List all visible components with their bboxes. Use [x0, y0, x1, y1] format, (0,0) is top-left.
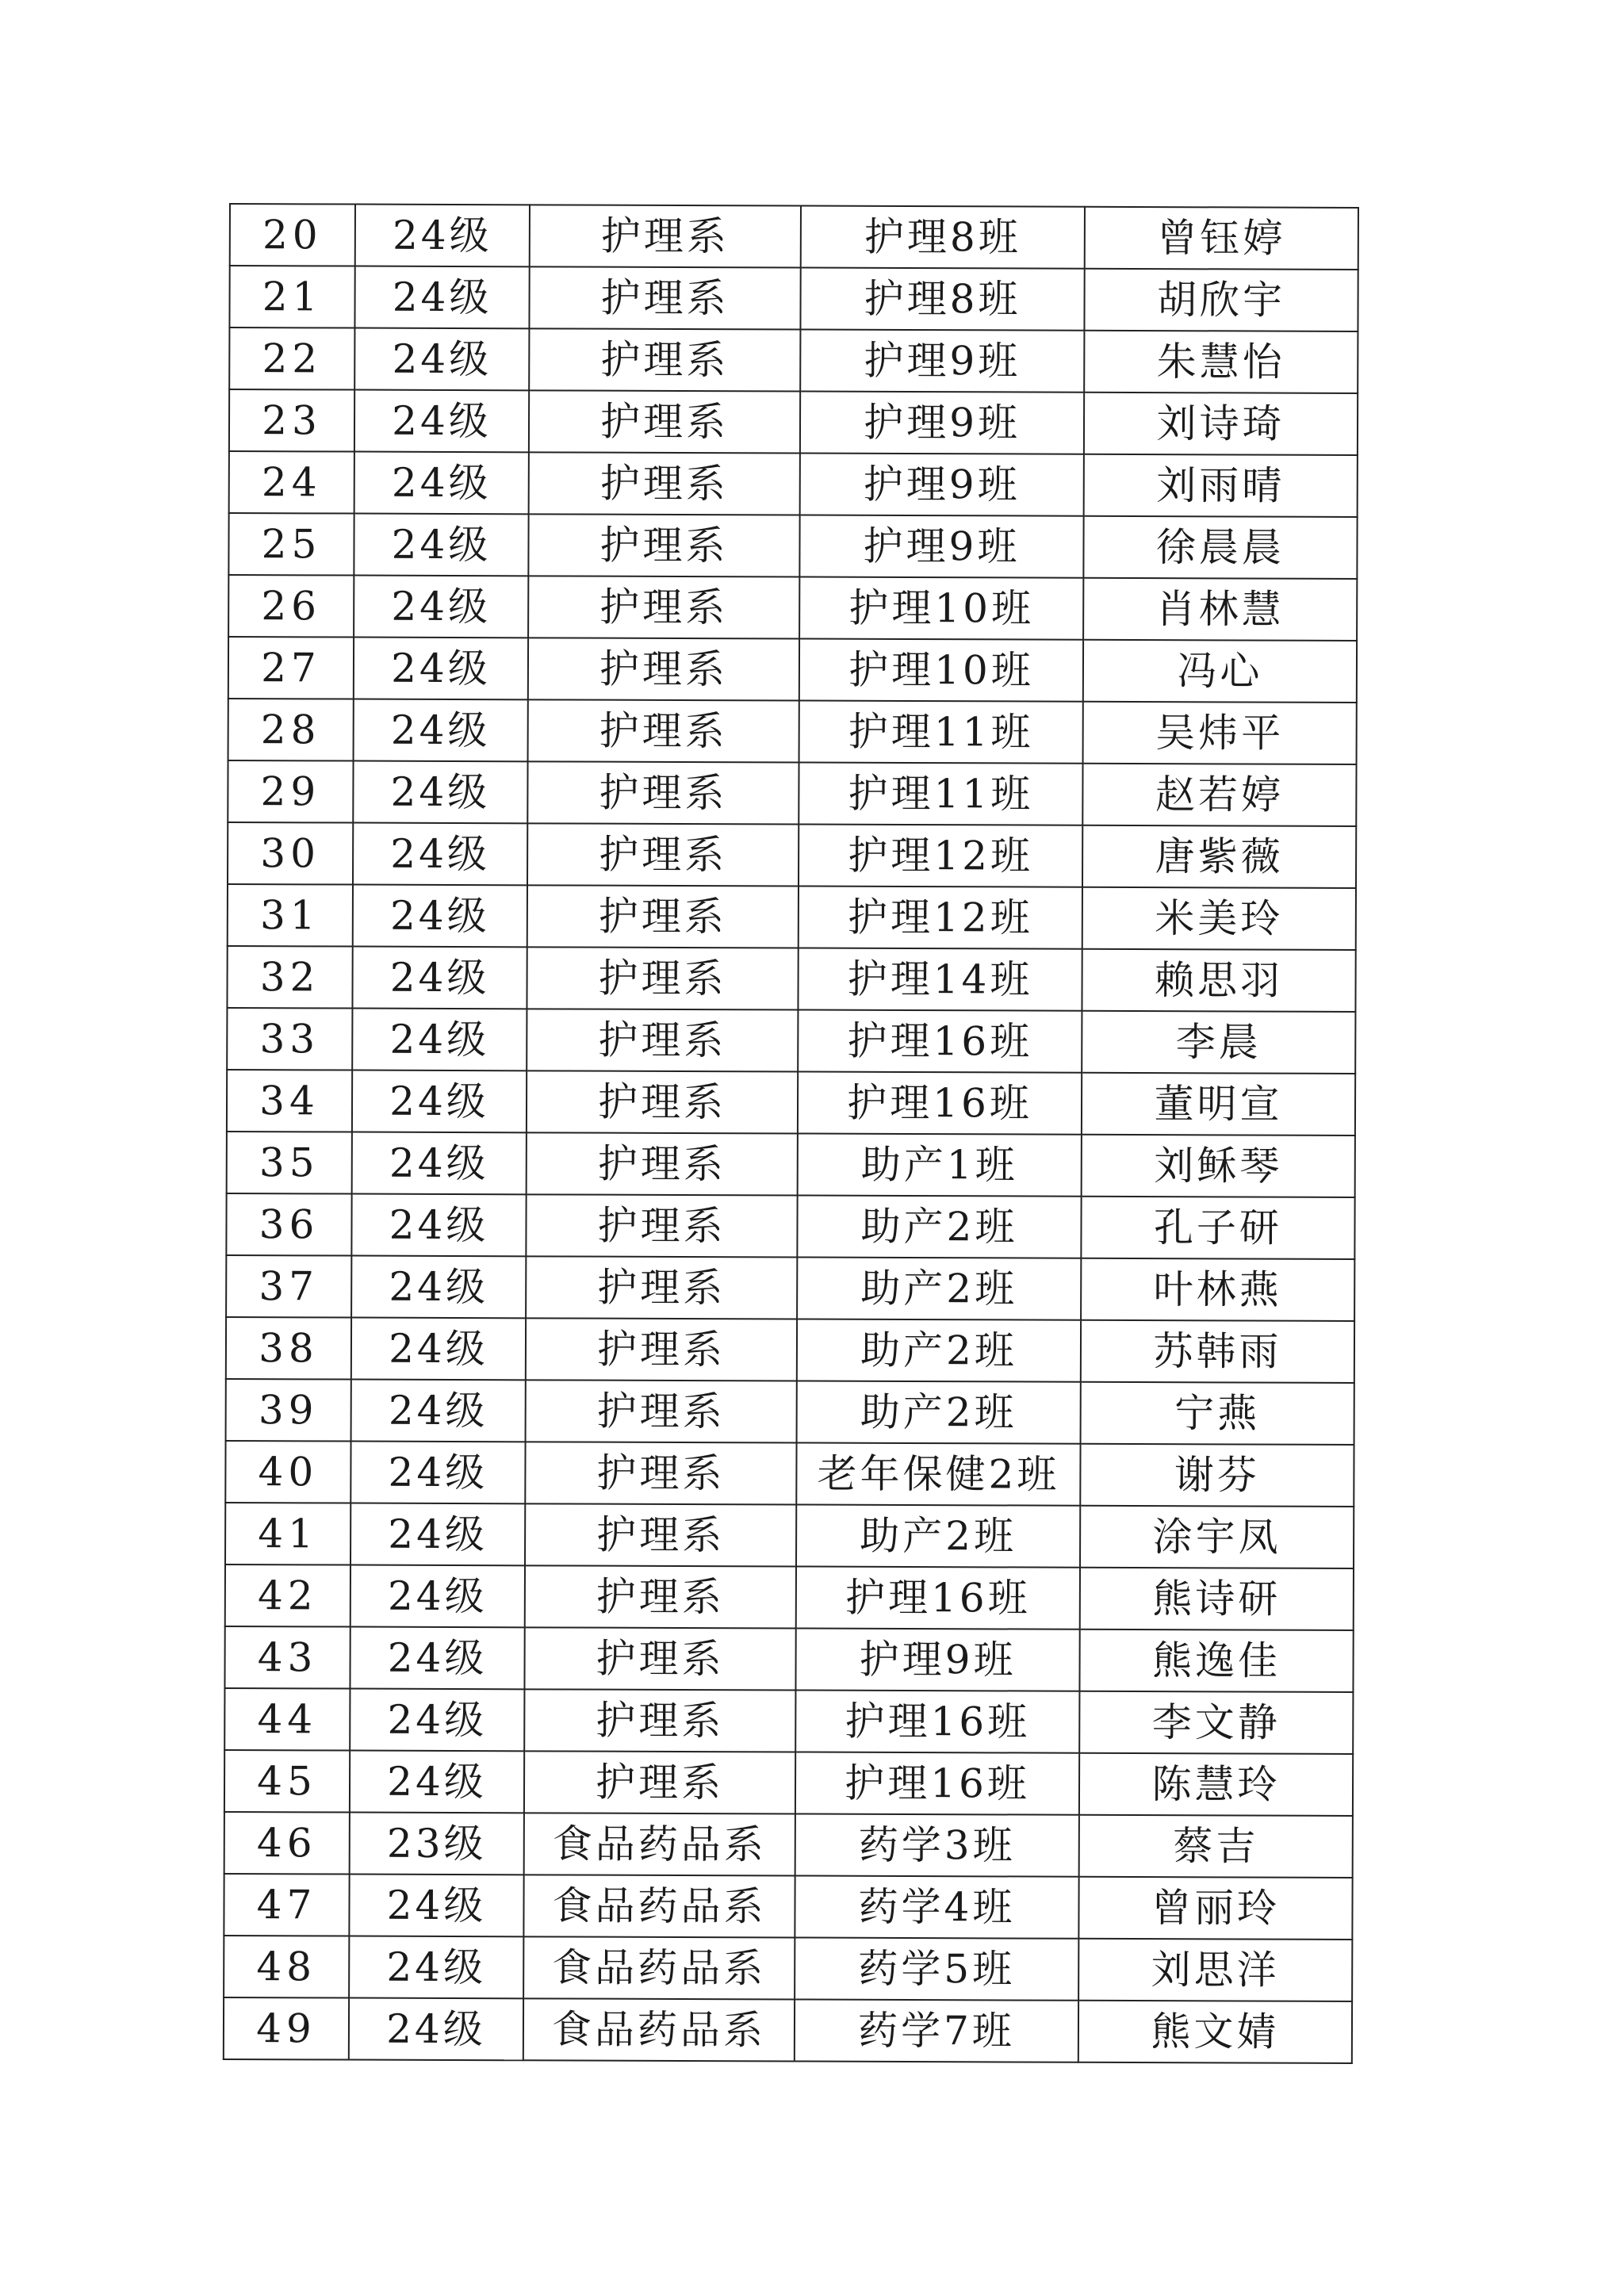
student-name-cell: 宁燕 [1081, 1382, 1354, 1445]
class-cell: 护理8班 [801, 206, 1085, 269]
grade-cell: 24级 [354, 390, 529, 453]
table-row [230, 204, 1358, 270]
department-cell: 护理系 [524, 1689, 795, 1752]
row-number-cell: 49 [224, 1997, 349, 2060]
table-row [229, 389, 1358, 455]
class-cell: 护理9班 [795, 1629, 1079, 1691]
table-row [229, 327, 1358, 393]
student-name-cell: 蔡吉 [1079, 1815, 1353, 1878]
row-number-cell: 28 [228, 699, 354, 761]
grade-cell: 24级 [351, 1256, 526, 1319]
department-cell: 护理系 [527, 947, 798, 1009]
class-cell: 护理9班 [799, 515, 1083, 578]
student-name-cell: 徐晨晨 [1083, 516, 1357, 579]
row-number-cell: 39 [226, 1379, 351, 1442]
grade-cell: 24级 [352, 1070, 527, 1133]
department-cell: 护理系 [529, 328, 800, 391]
department-cell: 护理系 [528, 576, 799, 638]
grade-cell: 24级 [351, 1380, 526, 1442]
student-name-cell: 苏韩雨 [1081, 1320, 1354, 1383]
student-name-cell: 吴炜平 [1083, 702, 1357, 764]
grade-cell: 24级 [349, 1936, 523, 1999]
table-row [227, 1008, 1355, 1074]
row-number-cell: 34 [227, 1070, 352, 1132]
table-row [224, 1750, 1353, 1816]
department-cell: 护理系 [524, 1751, 795, 1813]
table-row [228, 637, 1357, 703]
grade-cell: 24级 [350, 1565, 525, 1628]
table-row [227, 1070, 1355, 1136]
grade-cell: 24级 [354, 266, 529, 329]
class-cell: 助产2班 [797, 1196, 1081, 1258]
student-name-cell: 曾丽玲 [1078, 1877, 1352, 1940]
class-cell: 助产2班 [797, 1258, 1081, 1320]
student-name-cell: 赵若婷 [1082, 764, 1356, 826]
row-number-cell: 47 [224, 1874, 349, 1936]
student-name-cell: 熊文婧 [1078, 2001, 1352, 2063]
student-name-cell: 刘诗琦 [1084, 393, 1358, 455]
department-cell: 护理系 [529, 266, 800, 329]
student-name-cell: 冯心 [1083, 640, 1357, 703]
row-number-cell: 43 [224, 1626, 350, 1689]
class-cell: 药学7班 [795, 2000, 1078, 2062]
row-number-cell: 45 [224, 1750, 350, 1813]
table-row [225, 1441, 1354, 1507]
table-row [224, 1874, 1352, 1940]
student-name-cell: 叶林燕 [1081, 1258, 1354, 1321]
department-cell: 护理系 [528, 638, 799, 700]
student-name-cell: 李文静 [1079, 1691, 1353, 1754]
department-cell: 护理系 [530, 205, 801, 267]
grade-cell: 24级 [349, 1998, 523, 2061]
row-number-cell: 44 [224, 1688, 350, 1751]
table-row [224, 1688, 1353, 1754]
student-name-cell: 曾钰婷 [1085, 207, 1358, 270]
department-cell: 护理系 [526, 1194, 797, 1257]
grade-cell: 24级 [354, 638, 528, 700]
student-name-cell: 胡欣宇 [1084, 269, 1358, 331]
class-cell: 助产2班 [797, 1381, 1081, 1444]
row-number-cell: 20 [230, 204, 355, 266]
grade-cell: 24级 [350, 1503, 525, 1566]
table-row [228, 575, 1357, 641]
roster-table [223, 203, 1359, 2064]
student-name-cell: 孔子研 [1081, 1197, 1354, 1259]
table-row [225, 1564, 1354, 1630]
student-name-cell: 谢芬 [1080, 1444, 1354, 1507]
row-number-cell: 41 [225, 1503, 350, 1565]
class-cell: 护理12班 [799, 825, 1082, 887]
grade-cell: 24级 [350, 1627, 524, 1690]
grade-cell: 24级 [350, 1751, 524, 1813]
class-cell: 助产1班 [798, 1134, 1082, 1197]
department-cell: 护理系 [525, 1503, 796, 1566]
row-number-cell: 33 [227, 1008, 352, 1070]
grade-cell: 24级 [354, 514, 528, 576]
department-cell: 护理系 [527, 1009, 798, 1071]
class-cell: 药学4班 [795, 1876, 1078, 1939]
class-cell: 护理11班 [799, 763, 1082, 825]
department-cell: 护理系 [525, 1565, 796, 1628]
class-cell: 老年保健2班 [796, 1443, 1080, 1506]
table-row [227, 1132, 1355, 1197]
department-cell: 护理系 [524, 1627, 795, 1690]
class-cell: 助产2班 [797, 1319, 1081, 1382]
grade-cell: 24级 [352, 1132, 527, 1195]
class-cell: 助产2班 [796, 1505, 1080, 1568]
department-cell: 护理系 [529, 390, 800, 453]
class-cell: 护理16班 [798, 1010, 1082, 1073]
grade-cell: 24级 [352, 947, 527, 1009]
student-name-cell: 赖思羽 [1082, 949, 1355, 1012]
class-cell: 护理16班 [795, 1691, 1079, 1753]
row-number-cell: 35 [227, 1132, 352, 1194]
row-number-cell: 40 [225, 1441, 350, 1503]
department-cell: 护理系 [526, 1380, 797, 1442]
row-number-cell: 24 [229, 451, 354, 514]
student-name-cell: 熊诗研 [1080, 1568, 1354, 1630]
grade-cell: 24级 [355, 205, 530, 267]
student-name-cell: 唐紫薇 [1082, 825, 1356, 888]
grade-cell: 23级 [350, 1813, 524, 1875]
student-name-cell: 朱慧怡 [1084, 331, 1358, 393]
row-number-cell: 26 [228, 575, 354, 638]
grade-cell: 24级 [349, 1875, 523, 1937]
class-cell: 护理8班 [800, 268, 1084, 331]
row-number-cell: 37 [226, 1255, 351, 1318]
student-name-cell: 涂宇凤 [1080, 1506, 1354, 1568]
class-cell: 护理9班 [800, 454, 1084, 516]
student-name-cell: 刘思洋 [1078, 1939, 1352, 2001]
table-row [225, 1503, 1354, 1568]
student-name-cell: 陈慧玲 [1079, 1753, 1353, 1816]
grade-cell: 24级 [350, 1442, 525, 1504]
row-number-cell: 46 [224, 1812, 350, 1875]
table-row [226, 1317, 1354, 1383]
student-name-cell: 米美玲 [1082, 887, 1356, 950]
department-cell: 食品药品系 [523, 1875, 795, 1937]
table-row [228, 699, 1357, 764]
department-cell: 护理系 [526, 1256, 797, 1319]
department-cell: 护理系 [527, 823, 799, 886]
class-cell: 护理16班 [796, 1567, 1080, 1630]
row-number-cell: 36 [226, 1193, 351, 1256]
class-cell: 护理16班 [795, 1752, 1079, 1815]
row-number-cell: 29 [228, 760, 353, 823]
class-cell: 护理16班 [798, 1072, 1082, 1135]
student-name-cell: 肖林慧 [1083, 578, 1357, 641]
table-row [229, 451, 1358, 517]
grade-cell: 24级 [350, 1689, 524, 1752]
class-cell: 护理9班 [800, 330, 1084, 393]
row-number-cell: 22 [229, 327, 354, 390]
department-cell: 护理系 [525, 1442, 796, 1504]
department-cell: 护理系 [526, 1318, 797, 1381]
class-cell: 护理11班 [799, 701, 1083, 764]
row-number-cell: 23 [229, 389, 354, 452]
student-name-cell: 董明宣 [1082, 1073, 1355, 1136]
department-cell: 护理系 [527, 885, 799, 948]
row-number-cell: 21 [229, 266, 354, 328]
table-row [228, 513, 1357, 579]
table-row [226, 1193, 1354, 1259]
table-row [226, 1255, 1354, 1321]
class-cell: 药学5班 [795, 1938, 1078, 2001]
class-cell: 护理12班 [799, 887, 1082, 949]
row-number-cell: 42 [225, 1564, 350, 1627]
row-number-cell: 48 [224, 1936, 349, 1998]
grade-cell: 24级 [354, 576, 528, 638]
grade-cell: 24级 [351, 1194, 526, 1257]
table-row [229, 266, 1358, 331]
department-cell: 护理系 [529, 452, 800, 515]
table-row [228, 822, 1356, 888]
row-number-cell: 32 [227, 946, 352, 1009]
department-cell: 护理系 [528, 699, 799, 762]
class-cell: 护理10班 [799, 577, 1083, 640]
grade-cell: 24级 [354, 452, 529, 515]
table-row [224, 1812, 1353, 1878]
table-row [224, 1936, 1352, 2001]
grade-cell: 24级 [353, 823, 527, 886]
table-row [226, 1379, 1354, 1445]
student-name-cell: 刘雨晴 [1084, 454, 1358, 517]
department-cell: 食品药品系 [523, 1998, 795, 2061]
grade-cell: 24级 [351, 1318, 526, 1381]
roster-table-body [224, 204, 1358, 2063]
student-name-cell: 刘稣琴 [1082, 1135, 1355, 1197]
table-row [224, 1626, 1353, 1692]
grade-cell: 24级 [354, 699, 528, 762]
grade-cell: 24级 [353, 761, 527, 824]
table-row [224, 1997, 1352, 2063]
department-cell: 护理系 [527, 761, 799, 824]
row-number-cell: 38 [226, 1317, 351, 1380]
row-number-cell: 25 [228, 513, 354, 576]
class-cell: 护理9班 [800, 392, 1084, 454]
department-cell: 护理系 [528, 514, 799, 576]
table-row [227, 946, 1355, 1012]
class-cell: 护理14班 [798, 948, 1082, 1011]
row-number-cell: 31 [228, 884, 353, 947]
department-cell: 护理系 [527, 1070, 798, 1133]
student-name-cell: 李晨 [1082, 1011, 1355, 1074]
department-cell: 食品药品系 [524, 1813, 795, 1875]
department-cell: 食品药品系 [523, 1936, 795, 1999]
grade-cell: 24级 [353, 885, 527, 948]
class-cell: 护理10班 [799, 639, 1083, 702]
grade-cell: 24级 [354, 328, 529, 391]
student-name-cell: 熊逸佳 [1079, 1630, 1353, 1692]
department-cell: 护理系 [527, 1132, 798, 1195]
row-number-cell: 27 [228, 637, 354, 699]
table-row [228, 884, 1356, 950]
row-number-cell: 30 [228, 822, 353, 885]
grade-cell: 24级 [352, 1009, 527, 1071]
table-row [228, 760, 1356, 826]
class-cell: 药学3班 [795, 1814, 1079, 1877]
